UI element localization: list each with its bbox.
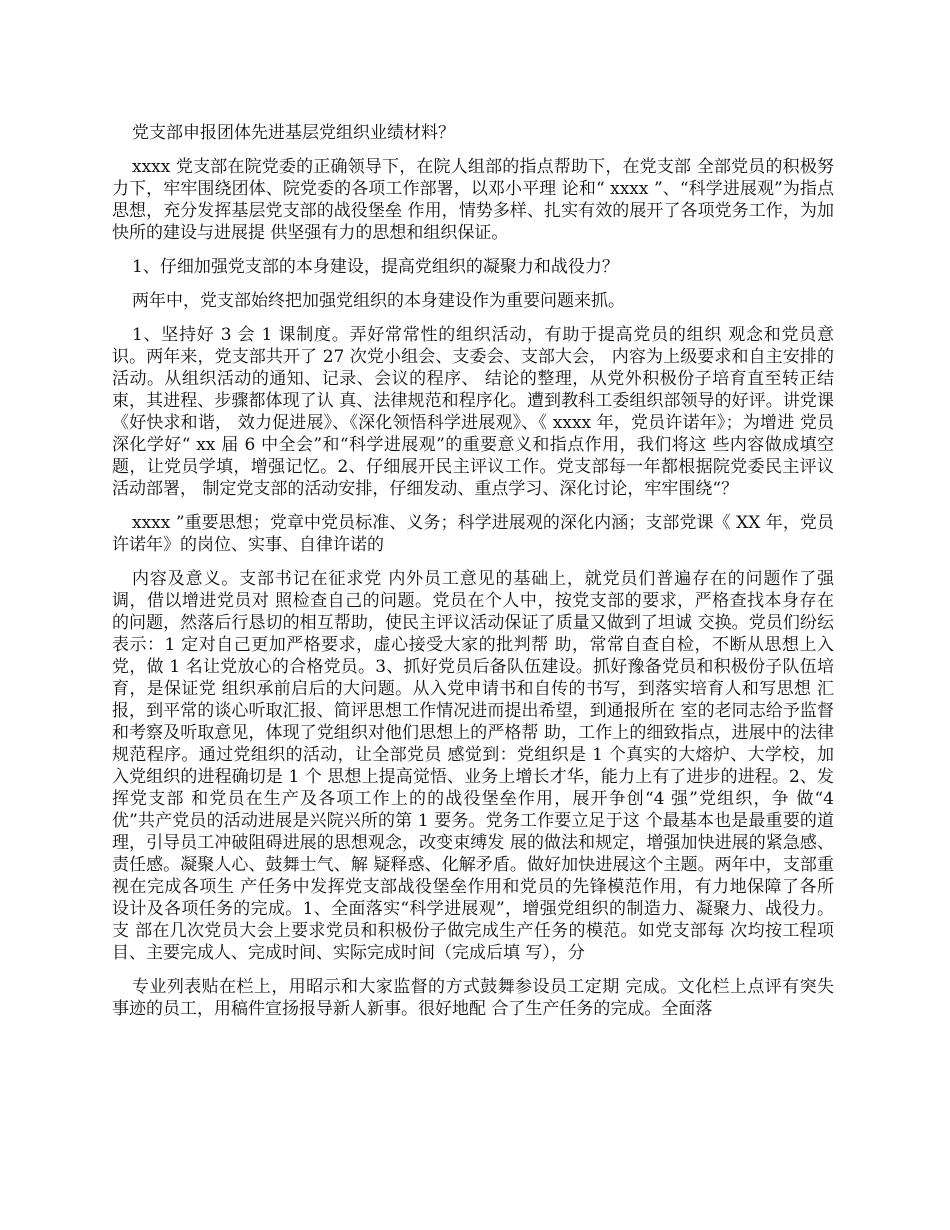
document-title: 党支部申报团体先进基层党组织业绩材料？ [132, 123, 455, 143]
body-paragraph: 1、坚持好 3 会 1 课制度。弄好常常性的组织活动，有助于提高党员的组织 观念和党员意识。两年来，党支部共开了 27 次党小组会、支委会、支部大会， 内容为上级要求和自主安排的活动。从组织活动的通知、记录、会议的程序、 结论的整理，从党外积极份子培育直至转正结束，其进程、步骤都体现了认 真、法律规范和程序化。遭到教科工委组织部领导的好评。讲党课《好快求和谐， 效力促进展》、《深化领悟科学进展观》、《 xxxx 年，党员许诺年》；为增进 党员深化学好“ xx 届 6 中全会”和“科学进展观”的重要意义和指点作用，我们将这 些内容做成填空题，让党员学填，增强记忆。2、仔细展开民主评议工作。党支部每一年都根据院党委民主评议活动部署， 制定党支部的活动安排，仔细发动、重点学习、深化讨论，牢牢围绕“？ [112, 325, 834, 499]
body-paragraph: 内容及意义。支部书记在征求党 内外员工意见的基础上，就党员们普遍存在的问题作了强调，借以增进党员对 照检查自己的问题。党员在个人中，按党支部的要求，严格查找本身存在 的问题，然落后行恳切的相互帮助，使民主评议活动保证了质量又做到了坦诚 交换。党员们纷纭表示：1 定对自己更加严格要求，虚心接受大家的批判帮 助，常常自查自检，不断从思想上入党，做 1 名让党放心的合格党员。3、抓好党员后备队伍建设。抓好豫备党员和积极份子队伍培育，是保证党 组织承前启后的大问题。从入党申请书和自传的书写，到落实培育人和写思想 汇报，到平常的谈心听取汇报、简评思想工作情况进而提出希望，到通报所在 室的老同志给予监督和考察及听取意见，体现了党组织对他们思想上的严格帮 助，工作上的细致指点，进展中的法律规范程序。通过党组织的活动，让全部党员 感觉到：党组织是 1 个真实的大熔炉、大学校，加入党组织的进程确切是 1 个 思想上提高觉悟、业务上增长才华，能力上有了进步的进程。2、发挥党支部 和党员在生产及各项工作上的的战役堡垒作用，展开争创“4 强”党组织，争 做“4 优”共产党员的活动进展是兴院兴所的第 1 要务。党务工作要立足于这 个最基本也是最重要的道理，引导员工冲破阻碍进展的思想观念，改变束缚发 展的做法和规定，增强加快进展的紧急感、责任感。凝聚人心、鼓舞士气、解 疑释惑、化解矛盾。做好加快进展这个主题。两年中，支部重视在完成各项生 产任务中发挥党支部战役堡垒作用和党员的先锋模范作用，有力地保障了各所 设计及各项任务的完成。1、全面落实“科学进展观”，增强党组织的制造力、凝聚力、战役力。支 部在几次党员大会上要求党员和积极份子做完成生产任务的模范。如党支部每 次均按工程项目、主要完成人、完成时间、实际完成时间（完成后填 写），分 [112, 569, 834, 963]
body-paragraph: xxxx ”重要思想；党章中党员标准、义务；科学进展观的深化内涵；支部党课《 XX 年，党员许诺年》的岗位、实事、自律许诺的 [112, 513, 834, 555]
document-body [112, 122, 834, 1032]
section-intro-paragraph: 两年中，党支部始终把加强党组织的本身建设作为重要问题来抓。 [132, 291, 625, 311]
section-heading: 1、仔细加强党支部的本身建设，提高党组织的凝聚力和战役力？ [132, 257, 619, 277]
body-paragraph: 专业列表贴在栏上，用昭示和大家监督的方式鼓舞参设员工定期 完成。文化栏上点评有突失事迹的员工，用稿件宣扬报导新人新事。很好地配 合了生产任务的完成。全面落 [112, 977, 834, 1019]
intro-paragraph: xxxx 党支部在院党委的正确领导下，在院人组部的指点帮助下，在党支部 全部党员的积极努力下，牢牢围绕团体、院党委的各项工作部署，以邓小平理 论和“ xxxx ”、“科学进展观”为指点思想，充分发挥基层党支部的战役堡垒 作用，情势多样、扎实有效的展开了各项党务工作，为加快所的建设与进展提 供坚强有力的思想和组织保证。 [112, 157, 834, 243]
